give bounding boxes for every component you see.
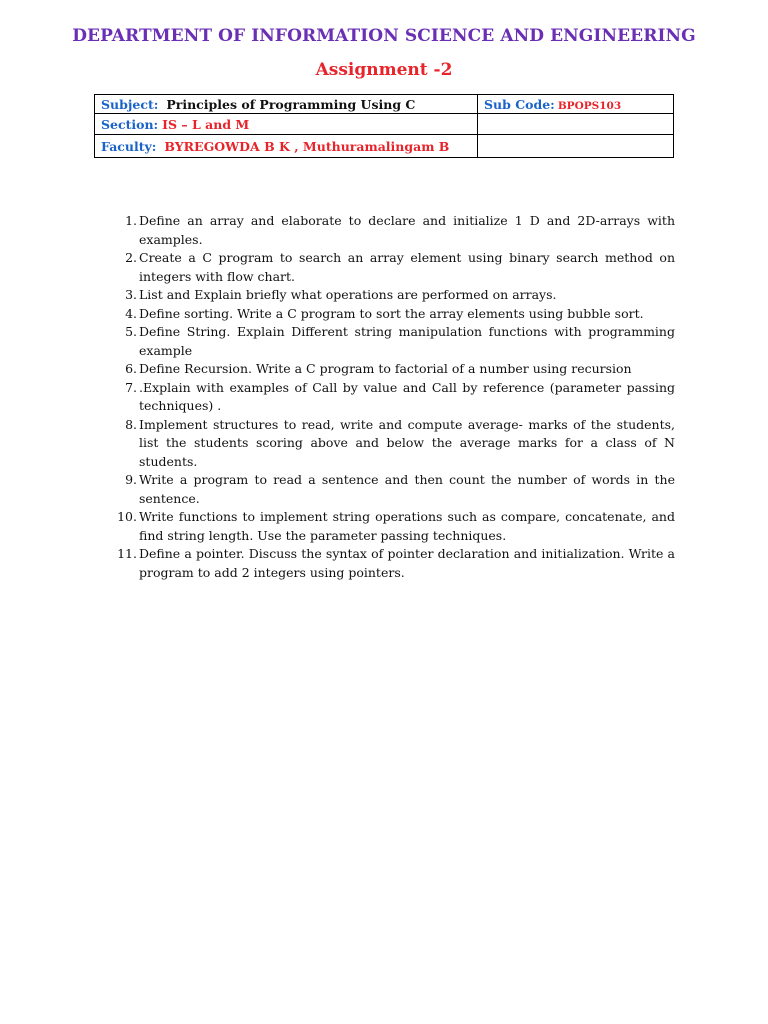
assignment-title: Assignment -2 [315,60,453,80]
subject-cell [95,95,478,114]
question-item [125,471,675,508]
question-number: 1. [125,213,137,228]
subcode-label: Sub Code: [484,96,555,112]
question-text: Define sorting. Write a C program to sort the array elements using bubble sort. [139,305,644,321]
question-number: 8. [125,416,137,432]
question-text: Implement structures to read, write and compute average- marks of the students, list the students scoring above and below the average marks for a class of N students. [139,416,675,469]
question-number: 9. [125,472,137,487]
question-text: Write functions to implement string operations such as compare, concatenate, and find string length. Use the parameter passing techniques. [139,509,675,543]
question-number: 3. [125,287,137,302]
question-text: Define Recursion. Write a C program to factorial of a number using recursion [139,361,632,376]
subcode-value: BPOPS103 [557,99,622,112]
section-cell [95,114,478,135]
question-item [117,545,675,582]
faculty-cell [95,135,478,158]
faculty-value: BYREGOWDA B K , Muthuramalingam B [164,138,450,154]
subcode-cell [478,95,674,114]
question-number: 6. [125,361,137,376]
section-label: Section: [101,116,159,132]
question-number: 2. [125,250,137,265]
info-table [94,94,674,158]
question-number: 5. [125,324,137,339]
subject-label: Subject: [101,96,159,112]
question-text: Define a pointer. Discuss the syntax of pointer declaration and initialization. Write a program to add 2 integers using pointers. [139,546,675,580]
question-item [125,323,675,360]
question-number: 10. [117,509,137,524]
question-item [125,305,675,324]
faculty-row [95,135,674,158]
question-item [125,360,675,379]
section-row [95,114,674,135]
department-title: DEPARTMENT OF INFORMATION SCIENCE AND ENGINEERING [72,26,696,46]
question-item [125,212,675,249]
question-text: List and Explain briefly what operations are performed on arrays. [139,287,557,302]
question-item [125,416,675,472]
question-item [125,379,675,416]
question-list [117,212,675,582]
question-item [125,249,675,286]
empty-cell [478,135,674,158]
question-number: 7. [125,379,137,395]
question-text: Define String. Explain Different string manipulation functions with programming example [139,324,675,358]
subject-value: Principles of Programming Using C [166,96,416,112]
subject-row [95,95,674,114]
question-text: .Explain with examples of Call by value and Call by reference (parameter passing techniques) . [139,379,675,413]
question-item [117,508,675,545]
question-number: 11. [117,546,137,561]
question-text: Define an array and elaborate to declare and initialize 1 D and 2D-arrays with examples. [139,213,675,247]
question-number: 4. [125,305,137,321]
question-text: Create a C program to search an array element using binary search method on integers with flow chart. [139,250,675,284]
empty-cell [478,114,674,135]
faculty-label: Faculty: [101,138,157,154]
question-text: Write a program to read a sentence and then count the number of words in the sentence. [139,472,675,506]
section-value: IS – L and M [162,116,250,132]
question-item [125,286,675,305]
